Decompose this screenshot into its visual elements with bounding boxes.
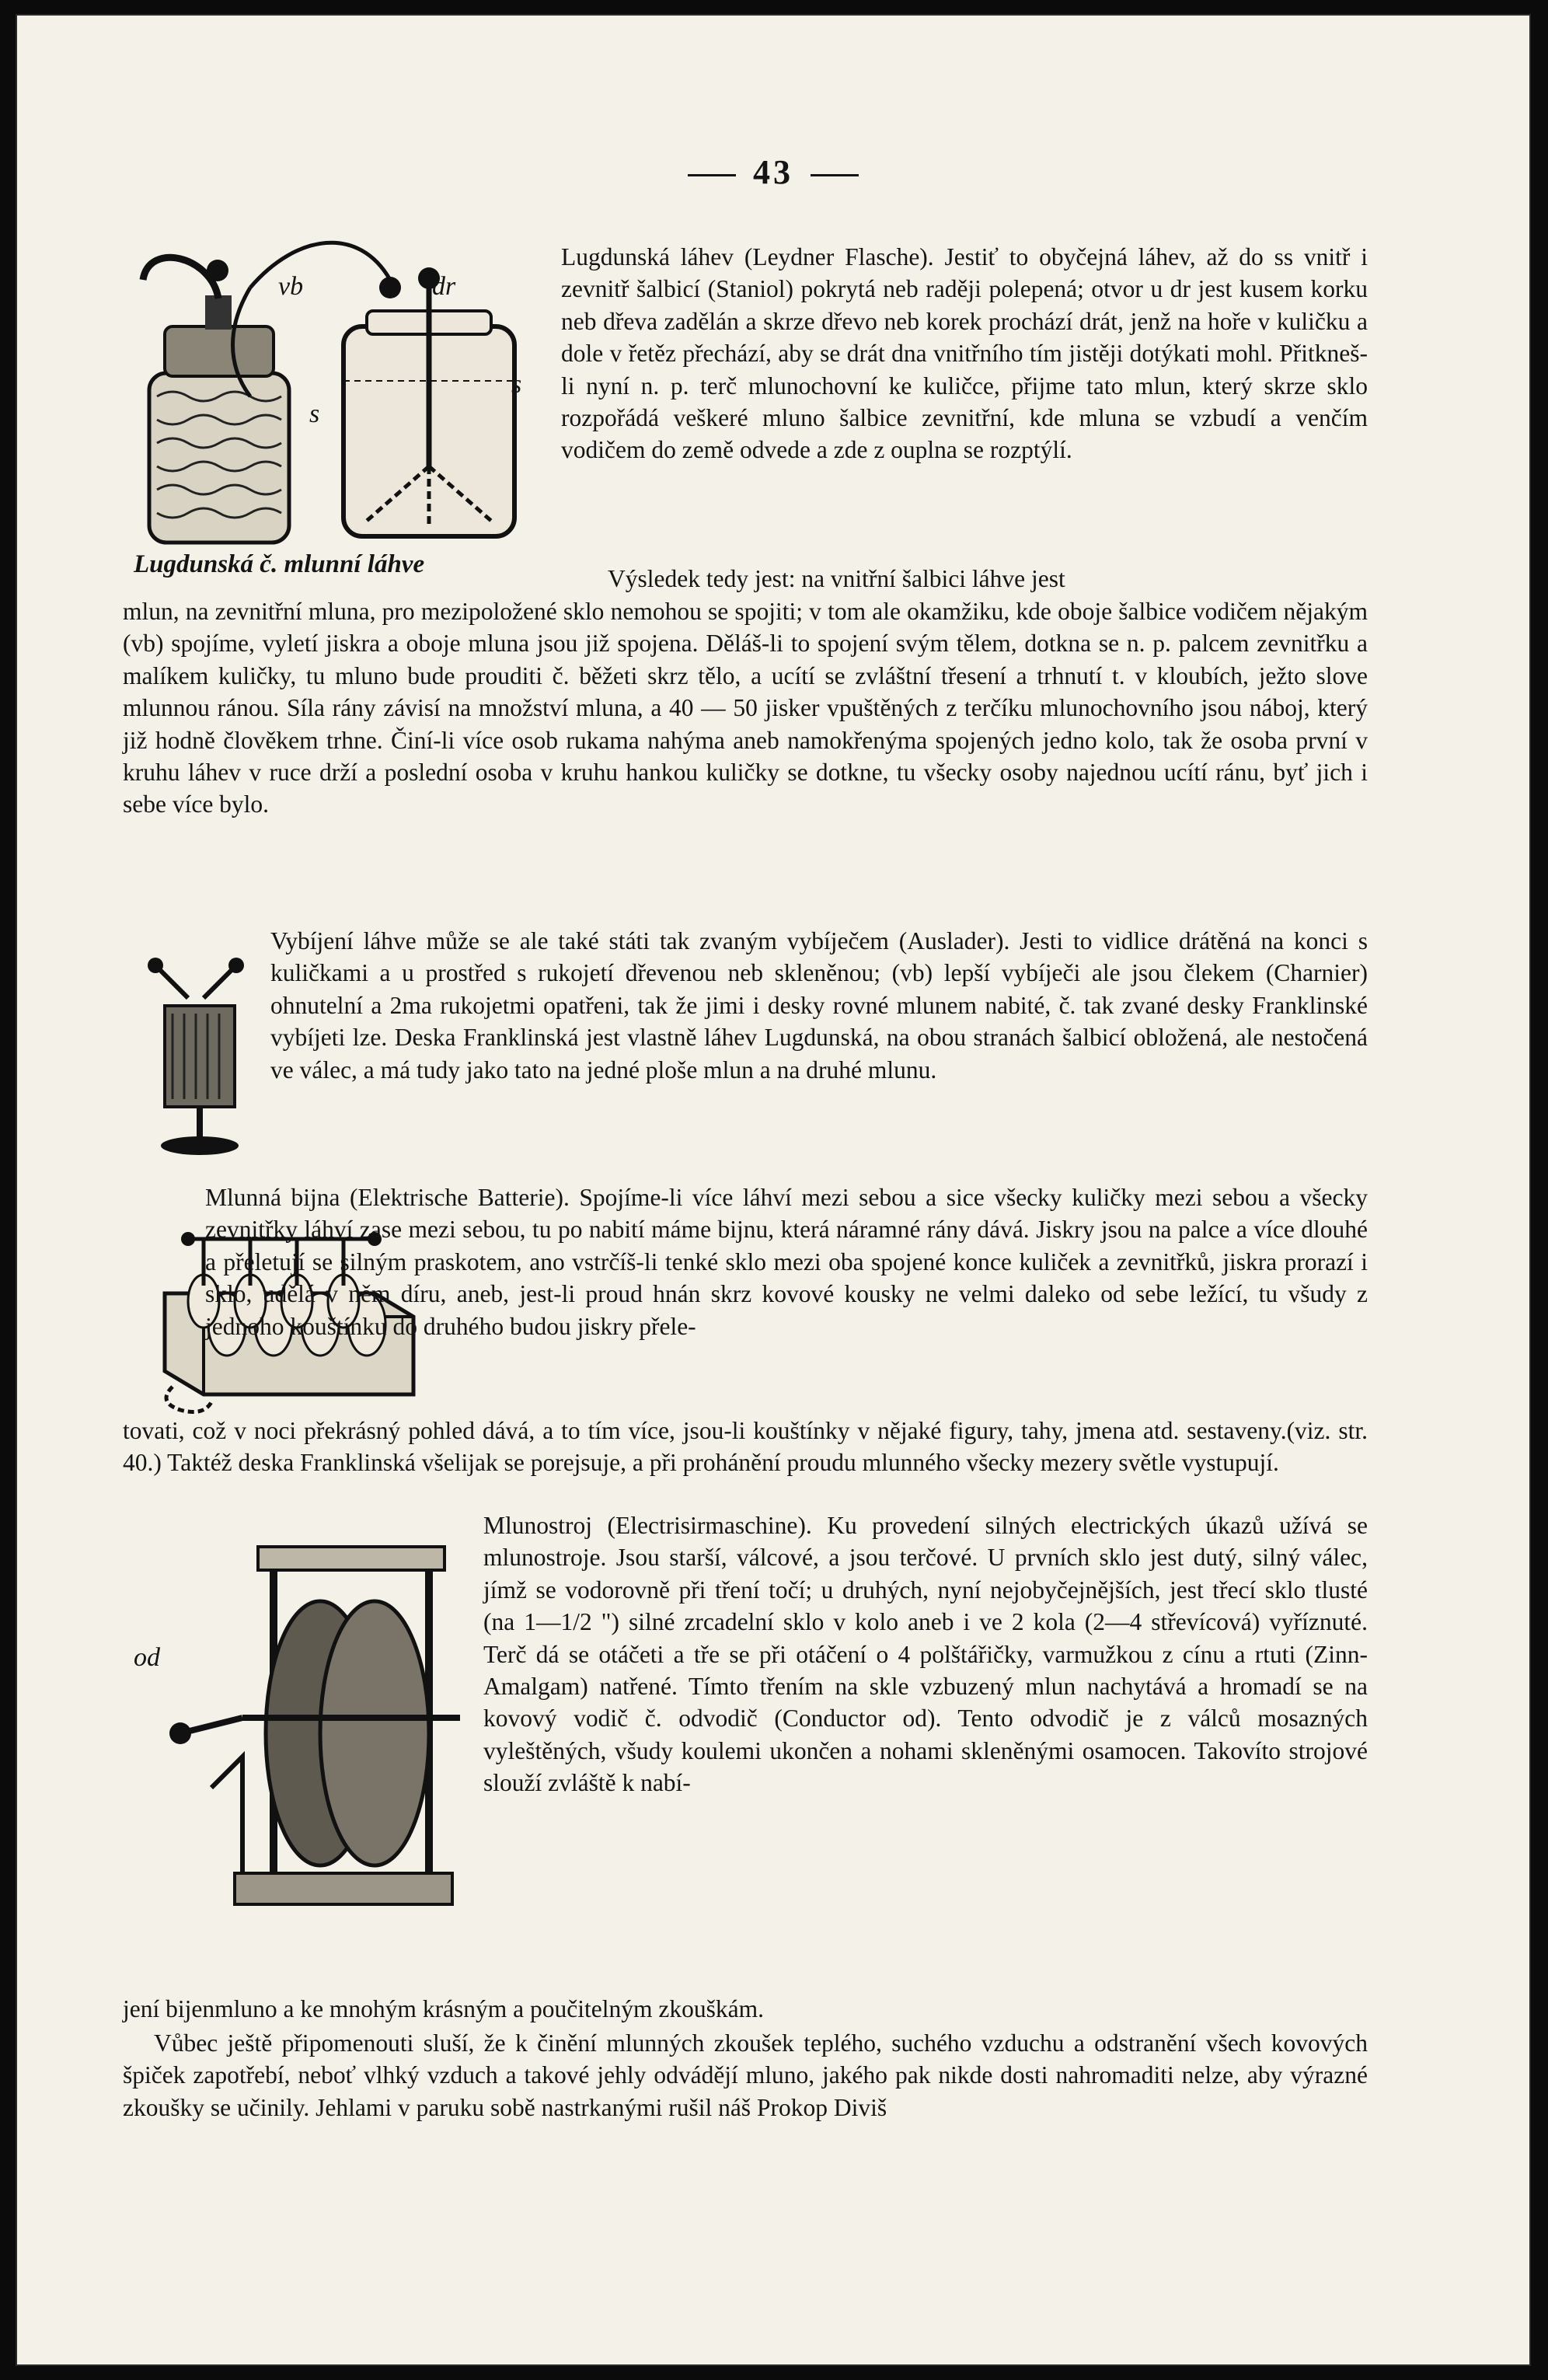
machine-label-od: od xyxy=(134,1643,160,1672)
leyden-label-s-right: s xyxy=(511,370,522,399)
paragraph-closing: Vůbec ještě připomenouti sluší, že k činění mlunných zkoušek teplého, suchého vzduchu a odstranění všech kovových špiček zapotřebí, neboť vlhký vzduch a takové jehly odvádějí mluno, jakého pak nikde dosti nahromaditi nelze, aby výrazné zkoušky se učinily. Jehlami v paruku sobě nastrkanými rušil náš Prokop Diviš xyxy=(123,2029,1368,2121)
paragraph-discharger: Vybíjení láhve může se ale také státi tak zvaným vybíječem (Auslader). Jesti to vidlice drátěná na konci s kuličkami a u prostřed s rukojetí dřevenou neb skleněnou; (vb) lepší vybíječi ale jsou člekem (Charnier) ohnutelní a 2ma rukojetmi opatřeni, tak že jimi i desky rovné mlunem nabité, č. tak zvané desky Franklinské vybíjeti lze. Deska Franklinská jest vlastně láhev Lugdunská, na obou stranách šalbicí obložená, ale nestočená ve válec, a má tudy jako tato na jedné ploše mlun a na druhé mlunu. xyxy=(270,927,1368,1084)
electrostatic-machine-figure xyxy=(134,1539,460,1928)
leyden-label-dr: dr xyxy=(432,272,456,301)
paragraph-battery xyxy=(205,1181,1368,1342)
discharger-figure xyxy=(141,951,258,1161)
paragraph-machine-continued: jení bijenmluno a ke mnohým krásným a poučitelným zkouškám. xyxy=(123,1995,764,2022)
paragraph-battery-text: Mlunná bijna (Elektrische Batterie). Spojíme-li více láhví mezi sebou a sice všecky kuličky mezi sebou a všecky zevnitřky láhví zase mezi sebou, tu po nabití máme bijnu, která náramné rány dává. Jiskry jsou na palce a více dlouhé a přeletují se silným praskotem, ano vstrčíš-li tenké sklo mezi oba spojené konce kuliček a zevnitřků, jiskra prorazí i sklo, udělá v něm díru, aneb, jest-li proud hnán skrz kovové kousky ne velmi daleko od sebe ležící, tu všudy z jednoho kouštínku do druhého budou jiskry přele- xyxy=(205,1184,1368,1340)
leyden-label-s-left: s xyxy=(309,400,320,428)
leyden-jar-figure xyxy=(134,233,538,552)
paragraph-leyden-jar: Lugdunská láhev (Leydner Flasche). Jestiť to obyčejná láhev, až do ss vnitř i zevnitř šalbicí (Staniol) pokrytá neb raději polepená; otvor u dr jest kusem korku neb dřeva zadělán a skrze dřevo neb korek prochází drát, jenž na hoře v kuličku a dole v řetěz přechází, aby se drát dna vnitřního tím jistěji dotýkati mohl. Přitkneš-li nyní n. p. terč mlunochovní ke kuličce, přijme tato mlun, který skrze sklo rozpořádá veškeré mluno šalbice zevnitřní, kde mluna se vzbudí a venčím vodičem do země odvede a zde z ouplna se rozptýlí. xyxy=(561,243,1368,464)
paragraph-result: mlun, na zevnitřní mluna, pro mezipoložené sklo nemohou se spojiti; v tom ale okamžiku, kde oboje šalbice vodičem nějakým (vb) spojíme, vyletí jiskra a oboje mluna jsou již spojena. Děláš-li to spojení svým tělem, dotkna se n. p. palcem zevnitřku a malíkem kuličky, tu mluno bude prouditi č. běžeti skrz tělo, a ucítí se zvláštní třesení a trhnutí t. v kloubích, ježto slove mlunnou ránou. Síla rány závisí na množství mluna, a 40 — 50 jisker vpuštěných z terčíku mlunochovního jsou náboj, který již hodně člověkem trhne. Činí-li více osob rukama nahýma aneb namokřenýma spojených jedno kolo, tak že osoba první v kruhu láhev v ruce drží a poslední osoba v kruhu hankou kuličky se dotkne, tu všecky osoby najednou ucítí ránu, byť jich i sebe více bylo. xyxy=(123,598,1368,818)
paragraph-battery-continued: tovati, což v noci překrásný pohled dává, a to tím více, jsou-li kouštínky v nějaké figury, tahy, jmena atd. sestaveny.(viz. str. 40.) Taktéž deska Franklinská všelijak se porejsuje, a při prohánění proudu mlunného všecky mezery světle vystupují. xyxy=(123,1417,1368,1477)
paragraph-result-start: Výsledek tedy jest: na vnitřní šalbici láhve jest xyxy=(608,565,1065,592)
page-number: 43 xyxy=(17,152,1529,192)
paragraph-machine: Mlunostroj (Electrisirmaschine). Ku provedení silných electrických úkazů užívá se mlunostroje. Jsou starší, válcové, a jsou terčové. U prvních sklo jest dutý, silný válec, jímž se vodorovně při tření točí; u druhých, nyní nejobyčejnějších, jest třecí sklo tlusté (na 1—1/2 ") silné zrcadelní sklo v kolo aneb i ve 2 kola (2—4 střevícová) vyříznuté. Terč dá se otáčeti a tře se při otáčení o 4 polštářičky, varmužkou z cínu a rtuti (Zinn-Amalgam) natřené. Tímto třením na skle vzbuzený mlun nachytává a hromadí se na kovový vodič č. odvodič (Conductor od). Tento odvodič je z válců mosazných vyleštěných, všudy koulemi ukončen a nohami skleněnými osamocen. Takovíto strojové slouží zvláště k nabí- xyxy=(483,1512,1368,1797)
book-page xyxy=(16,14,1531,2366)
leyden-label-vb: vb xyxy=(278,272,304,301)
leyden-figure-caption: Lugdunská č. mlunní láhve xyxy=(134,550,425,578)
